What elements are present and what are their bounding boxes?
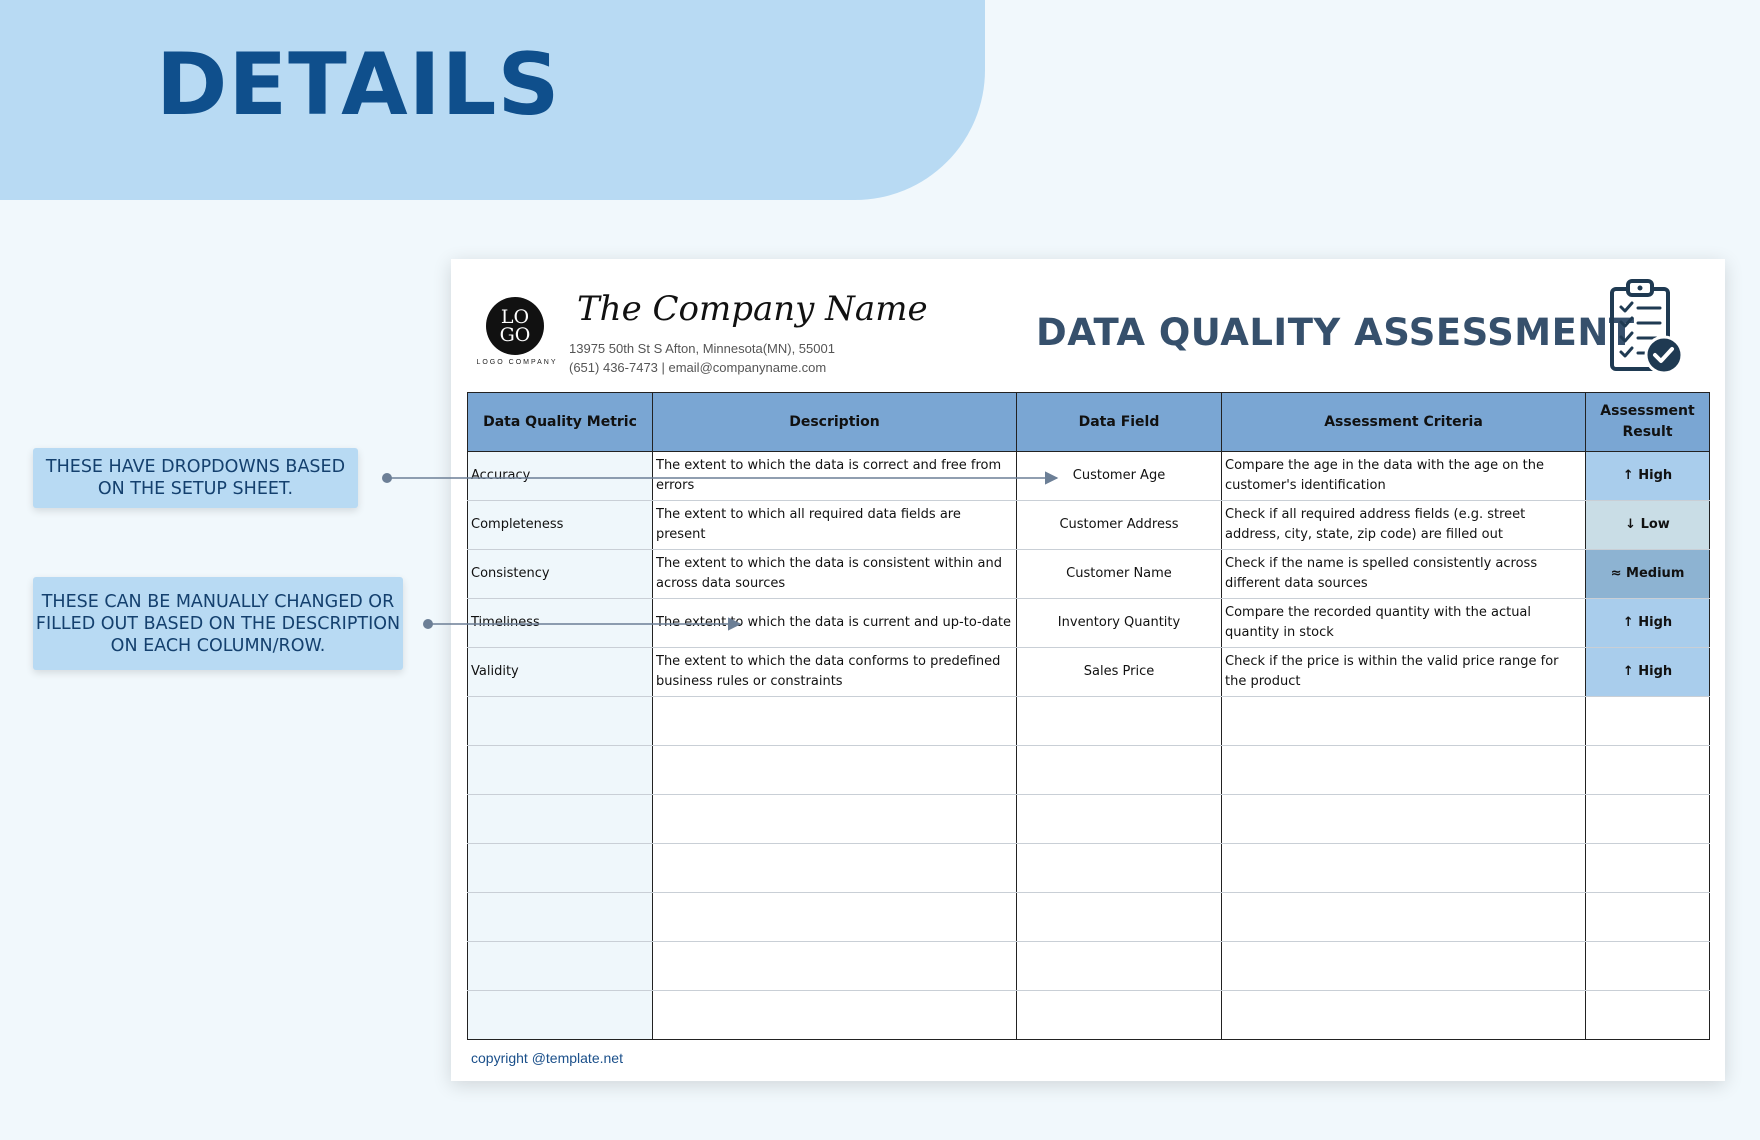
empty-row [468, 697, 1710, 746]
empty-cell[interactable] [1222, 893, 1586, 942]
data-quality-table [467, 392, 1710, 1040]
criteria-cell[interactable]: Compare the recorded quantity with the actual quantity in stock [1222, 599, 1586, 648]
empty-cell[interactable] [1222, 942, 1586, 991]
company-contact-block [569, 339, 835, 377]
empty-cell[interactable] [468, 746, 653, 795]
document-title: DATA QUALITY ASSESSMENT [1036, 311, 1635, 354]
empty-cell[interactable] [1586, 844, 1710, 893]
criteria-cell[interactable]: Check if the name is spelled consistently across different data sources [1222, 550, 1586, 599]
empty-cell[interactable] [1586, 893, 1710, 942]
empty-cell[interactable] [1222, 991, 1586, 1040]
empty-cell[interactable] [1222, 697, 1586, 746]
empty-row [468, 844, 1710, 893]
empty-cell[interactable] [653, 893, 1017, 942]
company-address: 13975 50th St S Afton, Minnesota(MN), 55001 [569, 341, 835, 356]
table-row [468, 550, 1710, 599]
empty-cell[interactable] [1017, 991, 1222, 1040]
empty-cell[interactable] [1586, 795, 1710, 844]
data-field-cell[interactable]: Customer Age [1017, 452, 1222, 501]
data-field-cell[interactable]: Inventory Quantity [1017, 599, 1222, 648]
table-header-row [468, 393, 1710, 452]
empty-cell[interactable] [1222, 795, 1586, 844]
empty-row [468, 942, 1710, 991]
metric-cell[interactable]: Accuracy [468, 452, 653, 501]
criteria-cell[interactable]: Check if all required address fields (e.g. street address, city, state, zip code) are filled out [1222, 501, 1586, 550]
callout-manual-text: THESE CAN BE MANUALLY CHANGED OR FILLED OUT BASED ON THE DESCRIPTION ON EACH COLUMN/ROW. [35, 591, 401, 656]
empty-cell[interactable] [1586, 991, 1710, 1040]
description-cell[interactable]: The extent to which the data conforms to predefined business rules or constraints [653, 648, 1017, 697]
empty-cell[interactable] [1017, 844, 1222, 893]
empty-cell[interactable] [468, 844, 653, 893]
description-cell[interactable]: The extent to which the data is consistent within and across data sources [653, 550, 1017, 599]
empty-cell[interactable] [1017, 697, 1222, 746]
table-row [468, 452, 1710, 501]
result-cell[interactable]: ↑ High [1586, 452, 1710, 501]
empty-cell[interactable] [653, 795, 1017, 844]
criteria-cell[interactable]: Compare the age in the data with the age on the customer's identification [1222, 452, 1586, 501]
data-field-cell[interactable]: Customer Address [1017, 501, 1222, 550]
table-row [468, 501, 1710, 550]
result-cell[interactable]: ↑ High [1586, 648, 1710, 697]
callout-dropdowns [33, 448, 358, 508]
empty-cell[interactable] [468, 697, 653, 746]
empty-cell[interactable] [1586, 697, 1710, 746]
empty-cell[interactable] [1017, 942, 1222, 991]
empty-cell[interactable] [468, 795, 653, 844]
empty-cell[interactable] [653, 991, 1017, 1040]
header-metric: Data Quality Metric [468, 393, 653, 452]
empty-cell[interactable] [653, 697, 1017, 746]
clipboard-checklist-icon [1608, 277, 1684, 375]
metric-cell[interactable]: Validity [468, 648, 653, 697]
result-cell[interactable]: ≈ Medium [1586, 550, 1710, 599]
empty-cell[interactable] [468, 893, 653, 942]
criteria-cell[interactable]: Check if the price is within the valid price range for the product [1222, 648, 1586, 697]
empty-cell[interactable] [1017, 746, 1222, 795]
data-field-cell[interactable]: Customer Name [1017, 550, 1222, 599]
company-name: The Company Name [577, 289, 928, 329]
company-logo [486, 297, 544, 355]
header-result: Assessment Result [1586, 393, 1710, 452]
company-contact: (651) 436-7473 | email@companyname.com [569, 360, 827, 375]
table-row [468, 599, 1710, 648]
result-cell[interactable]: ↓ Low [1586, 501, 1710, 550]
empty-cell[interactable] [653, 746, 1017, 795]
metric-cell[interactable]: Completeness [468, 501, 653, 550]
logo-line2: GO [499, 324, 531, 346]
empty-row [468, 746, 1710, 795]
assessment-sheet [451, 259, 1725, 1081]
empty-cell[interactable] [468, 991, 653, 1040]
header-criteria: Assessment Criteria [1222, 393, 1586, 452]
header-description: Description [653, 393, 1017, 452]
description-cell[interactable]: The extent to which all required data fields are present [653, 501, 1017, 550]
metric-cell[interactable]: Timeliness [468, 599, 653, 648]
data-field-cell[interactable]: Sales Price [1017, 648, 1222, 697]
empty-cell[interactable] [653, 942, 1017, 991]
logo-line1: LO [500, 306, 530, 328]
table-row [468, 648, 1710, 697]
empty-cell[interactable] [1586, 942, 1710, 991]
empty-cell[interactable] [1222, 844, 1586, 893]
copyright-text: copyright @template.net [471, 1050, 623, 1066]
description-cell[interactable]: The extent to which the data is correct and free from errors [653, 452, 1017, 501]
empty-cell[interactable] [653, 844, 1017, 893]
empty-cell[interactable] [1222, 746, 1586, 795]
empty-cell[interactable] [1017, 893, 1222, 942]
callout-manual [33, 577, 403, 670]
metric-cell[interactable]: Consistency [468, 550, 653, 599]
callout-dropdowns-text: THESE HAVE DROPDOWNS BASED ON THE SETUP SHEET. [45, 457, 346, 499]
empty-row [468, 795, 1710, 844]
empty-cell[interactable] [1017, 795, 1222, 844]
empty-cell[interactable] [468, 942, 653, 991]
empty-row [468, 893, 1710, 942]
banner-title: DETAILS [156, 35, 561, 135]
result-cell[interactable]: ↑ High [1586, 599, 1710, 648]
description-cell[interactable]: The extent to which the data is current and up-to-date [653, 599, 1017, 648]
empty-row [468, 991, 1710, 1040]
logo-subtitle: LOGO COMPANY [476, 359, 558, 366]
header-data-field: Data Field [1017, 393, 1222, 452]
empty-cell[interactable] [1586, 746, 1710, 795]
